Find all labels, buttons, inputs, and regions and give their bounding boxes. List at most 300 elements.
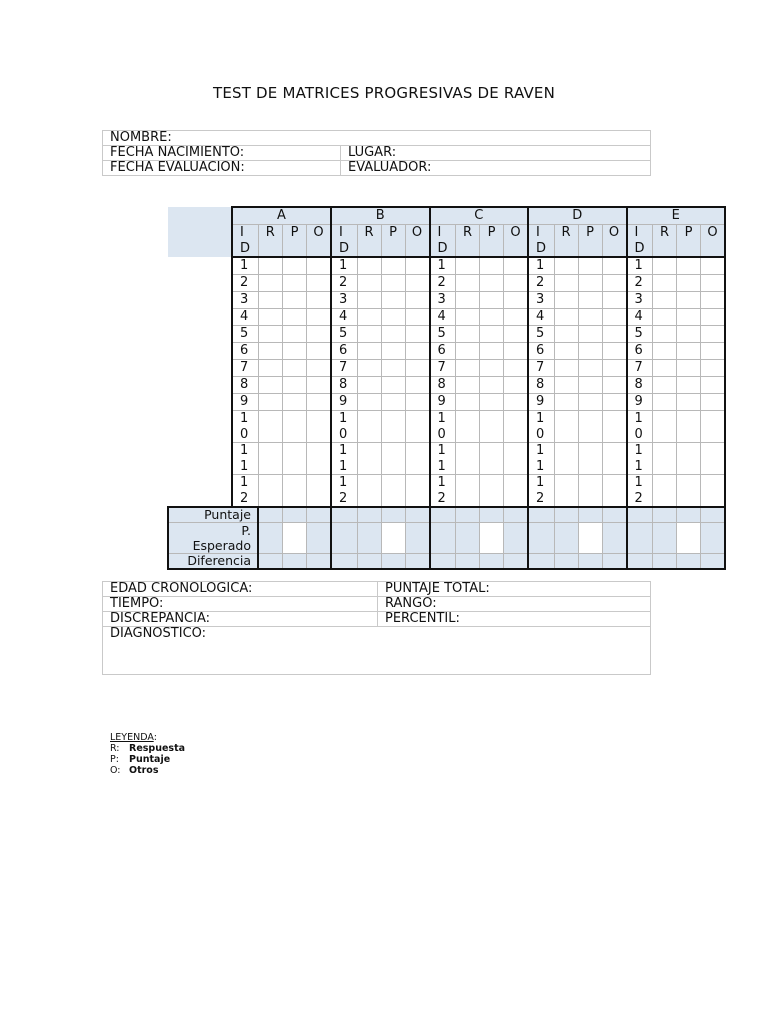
- p-esperado-cell[interactable]: [357, 523, 381, 554]
- o-entry-cell[interactable]: [602, 343, 627, 360]
- r-entry-cell[interactable]: [653, 475, 677, 508]
- fecha-nacimiento-field[interactable]: FECHA NACIMIENTO:: [103, 146, 341, 161]
- o-entry-cell[interactable]: [701, 394, 726, 411]
- o-entry-cell[interactable]: [701, 275, 726, 292]
- puntaje-cell[interactable]: [405, 507, 430, 523]
- r-entry-cell[interactable]: [258, 360, 283, 377]
- o-entry-cell[interactable]: [504, 257, 529, 275]
- item-number-digit: 9: [240, 394, 249, 409]
- o-entry-cell[interactable]: [504, 343, 529, 360]
- r-entry-cell[interactable]: [258, 411, 283, 443]
- puntaje-cell[interactable]: [627, 507, 653, 523]
- p-entry-cell[interactable]: [283, 475, 307, 508]
- r-entry-cell[interactable]: [554, 475, 578, 508]
- o-entry-cell[interactable]: [701, 257, 726, 275]
- o-entry-cell[interactable]: [405, 292, 430, 309]
- o-entry-cell[interactable]: [405, 377, 430, 394]
- o-entry-cell[interactable]: [602, 394, 627, 411]
- p-entry-cell[interactable]: [677, 326, 701, 343]
- diferencia-cell[interactable]: [653, 554, 677, 570]
- o-entry-cell[interactable]: [602, 275, 627, 292]
- o-entry-cell[interactable]: [504, 326, 529, 343]
- r-entry-cell[interactable]: [357, 275, 381, 292]
- p-entry-cell[interactable]: [578, 411, 602, 443]
- p-entry-cell[interactable]: [381, 275, 405, 292]
- o-entry-cell[interactable]: [602, 360, 627, 377]
- r-entry-cell[interactable]: [357, 475, 381, 508]
- summary-label-text: Diferencia: [187, 553, 251, 568]
- p-entry-cell[interactable]: [677, 292, 701, 309]
- r-entry-cell[interactable]: [357, 343, 381, 360]
- puntaje-cell[interactable]: [357, 507, 381, 523]
- p-entry-cell[interactable]: [381, 257, 405, 275]
- o-entry-cell[interactable]: [405, 257, 430, 275]
- p-entry-cell[interactable]: [578, 309, 602, 326]
- p-entry-cell[interactable]: [677, 309, 701, 326]
- r-entry-cell[interactable]: [357, 292, 381, 309]
- r-entry-cell[interactable]: [456, 394, 480, 411]
- p-esperado-label: [168, 523, 258, 554]
- o-entry-cell[interactable]: [504, 292, 529, 309]
- o-entry-cell[interactable]: [701, 343, 726, 360]
- o-entry-cell[interactable]: [405, 275, 430, 292]
- p-entry-cell[interactable]: [578, 475, 602, 508]
- item-number: [528, 292, 554, 309]
- p-entry-cell[interactable]: [480, 360, 504, 377]
- puntaje-cell[interactable]: [381, 507, 405, 523]
- item-number: [331, 394, 357, 411]
- puntaje-cell[interactable]: [456, 507, 480, 523]
- o-entry-cell[interactable]: [602, 411, 627, 443]
- p-esperado-cell[interactable]: [578, 523, 602, 554]
- diagnostico-field[interactable]: DIAGNOSTICO:: [103, 627, 651, 675]
- o-entry-cell[interactable]: [504, 309, 529, 326]
- item-number: [331, 309, 357, 326]
- o-column-header: O: [405, 225, 430, 258]
- o-entry-cell[interactable]: [701, 443, 726, 475]
- o-entry-cell[interactable]: [504, 475, 529, 508]
- r-entry-cell[interactable]: [653, 326, 677, 343]
- o-entry-cell[interactable]: [602, 475, 627, 508]
- diferencia-cell[interactable]: [258, 554, 283, 570]
- id-header-bottom: D: [634, 240, 645, 256]
- p-entry-cell[interactable]: [677, 394, 701, 411]
- p-entry-cell[interactable]: [480, 257, 504, 275]
- r-entry-cell[interactable]: [258, 326, 283, 343]
- puntaje-cell[interactable]: [578, 507, 602, 523]
- id-header-bottom: D: [536, 240, 547, 256]
- item-number: [232, 343, 258, 360]
- p-entry-cell[interactable]: [283, 360, 307, 377]
- r-entry-cell[interactable]: [554, 343, 578, 360]
- r-entry-cell[interactable]: [456, 292, 480, 309]
- id-column-header: [430, 225, 456, 258]
- p-entry-cell[interactable]: [283, 377, 307, 394]
- diferencia-cell[interactable]: [357, 554, 381, 570]
- r-entry-cell[interactable]: [653, 377, 677, 394]
- r-entry-cell[interactable]: [554, 377, 578, 394]
- o-entry-cell[interactable]: [602, 257, 627, 275]
- r-entry-cell[interactable]: [357, 309, 381, 326]
- o-entry-cell[interactable]: [504, 275, 529, 292]
- p-entry-cell[interactable]: [677, 443, 701, 475]
- p-entry-cell[interactable]: [283, 343, 307, 360]
- diferencia-cell[interactable]: [627, 554, 653, 570]
- puntaje-cell[interactable]: [283, 507, 307, 523]
- diferencia-cell[interactable]: [554, 554, 578, 570]
- p-entry-cell[interactable]: [480, 411, 504, 443]
- r-entry-cell[interactable]: [554, 411, 578, 443]
- r-entry-cell[interactable]: [554, 257, 578, 275]
- p-column-header: P: [677, 225, 701, 258]
- p-entry-cell[interactable]: [480, 377, 504, 394]
- o-entry-cell[interactable]: [602, 443, 627, 475]
- p-entry-cell[interactable]: [677, 377, 701, 394]
- r-entry-cell[interactable]: [554, 309, 578, 326]
- o-entry-cell[interactable]: [307, 360, 332, 377]
- diferencia-cell[interactable]: [307, 554, 332, 570]
- o-entry-cell[interactable]: [405, 475, 430, 508]
- p-esperado-cell[interactable]: [480, 523, 504, 554]
- r-entry-cell[interactable]: [653, 411, 677, 443]
- o-entry-cell[interactable]: [504, 360, 529, 377]
- item-number: [528, 326, 554, 343]
- item-number: [430, 309, 456, 326]
- r-column-header: R: [554, 225, 578, 258]
- puntaje-cell[interactable]: [653, 507, 677, 523]
- r-entry-cell[interactable]: [357, 326, 381, 343]
- o-entry-cell[interactable]: [307, 411, 332, 443]
- p-entry-cell[interactable]: [578, 443, 602, 475]
- p-entry-cell[interactable]: [578, 292, 602, 309]
- item-number-digit: 4: [339, 309, 348, 324]
- item-number-digit: 6: [437, 343, 446, 358]
- p-entry-cell[interactable]: [480, 343, 504, 360]
- o-entry-cell[interactable]: [504, 443, 529, 475]
- p-entry-cell[interactable]: [480, 394, 504, 411]
- r-entry-cell[interactable]: [258, 475, 283, 508]
- item-number-digit: 7: [634, 360, 643, 375]
- id-column-header: [528, 225, 554, 258]
- r-entry-cell[interactable]: [456, 343, 480, 360]
- p-entry-cell[interactable]: [578, 394, 602, 411]
- o-entry-cell[interactable]: [405, 343, 430, 360]
- p-esperado-cell[interactable]: [430, 523, 456, 554]
- p-esperado-cell[interactable]: [701, 523, 726, 554]
- r-entry-cell[interactable]: [653, 360, 677, 377]
- p-esperado-cell[interactable]: [456, 523, 480, 554]
- legend-key: R:: [110, 743, 120, 754]
- r-entry-cell[interactable]: [357, 257, 381, 275]
- p-entry-cell[interactable]: [381, 309, 405, 326]
- r-entry-cell[interactable]: [653, 309, 677, 326]
- diferencia-cell[interactable]: [430, 554, 456, 570]
- item-row: [168, 411, 725, 443]
- diferencia-row: [168, 554, 725, 570]
- puntaje-total-field[interactable]: PUNTAJE TOTAL:: [378, 582, 651, 597]
- diferencia-cell[interactable]: [456, 554, 480, 570]
- r-entry-cell[interactable]: [554, 292, 578, 309]
- item-number: [627, 443, 653, 475]
- p-entry-cell[interactable]: [283, 275, 307, 292]
- r-entry-cell[interactable]: [554, 394, 578, 411]
- o-entry-cell[interactable]: [504, 377, 529, 394]
- o-entry-cell[interactable]: [701, 292, 726, 309]
- r-entry-cell[interactable]: [258, 343, 283, 360]
- p-esperado-cell[interactable]: [405, 523, 430, 554]
- r-entry-cell[interactable]: [258, 443, 283, 475]
- r-entry-cell[interactable]: [456, 309, 480, 326]
- o-entry-cell[interactable]: [307, 394, 332, 411]
- o-entry-cell[interactable]: [307, 326, 332, 343]
- item-number: [331, 411, 357, 443]
- diferencia-cell[interactable]: [331, 554, 357, 570]
- p-entry-cell[interactable]: [283, 394, 307, 411]
- lugar-field[interactable]: LUGAR:: [341, 146, 651, 161]
- p-entry-cell[interactable]: [480, 443, 504, 475]
- item-number-digit: 0: [240, 426, 249, 442]
- puntaje-cell[interactable]: [554, 507, 578, 523]
- p-entry-cell[interactable]: [677, 275, 701, 292]
- r-entry-cell[interactable]: [456, 443, 480, 475]
- p-entry-cell[interactable]: [677, 475, 701, 508]
- item-number: [430, 275, 456, 292]
- score-grid: [167, 206, 726, 570]
- p-esperado-cell[interactable]: [504, 523, 529, 554]
- o-entry-cell[interactable]: [307, 343, 332, 360]
- puntaje-cell[interactable]: [504, 507, 529, 523]
- p-entry-cell[interactable]: [381, 443, 405, 475]
- p-entry-cell[interactable]: [381, 292, 405, 309]
- r-entry-cell[interactable]: [357, 443, 381, 475]
- item-row: [168, 443, 725, 475]
- puntaje-cell[interactable]: [307, 507, 332, 523]
- discrepancia-field[interactable]: DISCREPANCIA:: [103, 612, 378, 627]
- o-entry-cell[interactable]: [405, 326, 430, 343]
- item-number: [430, 411, 456, 443]
- o-entry-cell[interactable]: [307, 377, 332, 394]
- nombre-field[interactable]: NOMBRE:: [103, 131, 651, 146]
- p-esperado-cell[interactable]: [528, 523, 554, 554]
- p-entry-cell[interactable]: [578, 275, 602, 292]
- p-esperado-cell[interactable]: [554, 523, 578, 554]
- personal-info-table: [102, 130, 651, 176]
- p-entry-cell[interactable]: [283, 309, 307, 326]
- o-entry-cell[interactable]: [602, 309, 627, 326]
- r-entry-cell[interactable]: [653, 443, 677, 475]
- item-number-digit: 1: [339, 411, 348, 426]
- p-entry-cell[interactable]: [578, 343, 602, 360]
- r-entry-cell[interactable]: [258, 275, 283, 292]
- o-entry-cell[interactable]: [307, 309, 332, 326]
- r-entry-cell[interactable]: [554, 360, 578, 377]
- r-entry-cell[interactable]: [258, 292, 283, 309]
- r-entry-cell[interactable]: [554, 326, 578, 343]
- item-number-digit: 1: [339, 443, 348, 458]
- p-entry-cell[interactable]: [578, 257, 602, 275]
- p-entry-cell[interactable]: [381, 394, 405, 411]
- p-esperado-cell[interactable]: [307, 523, 332, 554]
- p-entry-cell[interactable]: [283, 411, 307, 443]
- id-header-top: I: [536, 225, 540, 240]
- r-entry-cell[interactable]: [456, 275, 480, 292]
- p-entry-cell[interactable]: [677, 360, 701, 377]
- id-header-top: I: [240, 225, 244, 240]
- o-entry-cell[interactable]: [405, 360, 430, 377]
- r-entry-cell[interactable]: [554, 275, 578, 292]
- p-entry-cell[interactable]: [578, 377, 602, 394]
- p-entry-cell[interactable]: [677, 411, 701, 443]
- item-number-digit: 2: [339, 490, 348, 506]
- puntaje-cell[interactable]: [701, 507, 726, 523]
- legend-item: [110, 765, 185, 776]
- fecha-evaluacion-field[interactable]: FECHA EVALUACION:: [103, 161, 341, 176]
- edad-cronologica-field[interactable]: EDAD CRONOLOGICA:: [103, 582, 378, 597]
- p-esperado-cell[interactable]: [381, 523, 405, 554]
- r-entry-cell[interactable]: [554, 443, 578, 475]
- o-entry-cell[interactable]: [701, 360, 726, 377]
- o-entry-cell[interactable]: [307, 257, 332, 275]
- item-number: [528, 360, 554, 377]
- p-column-header: P: [381, 225, 405, 258]
- r-entry-cell[interactable]: [357, 411, 381, 443]
- p-entry-cell[interactable]: [480, 475, 504, 508]
- p-entry-cell[interactable]: [283, 292, 307, 309]
- o-entry-cell[interactable]: [602, 292, 627, 309]
- o-entry-cell[interactable]: [701, 326, 726, 343]
- r-entry-cell[interactable]: [258, 257, 283, 275]
- item-number-digit: 8: [634, 377, 643, 392]
- o-entry-cell[interactable]: [307, 443, 332, 475]
- spacer-cell: [168, 443, 232, 475]
- p-entry-cell[interactable]: [283, 326, 307, 343]
- r-entry-cell[interactable]: [456, 326, 480, 343]
- r-entry-cell[interactable]: [653, 292, 677, 309]
- o-entry-cell[interactable]: [307, 292, 332, 309]
- p-entry-cell[interactable]: [677, 343, 701, 360]
- item-number-digit: 1: [536, 443, 545, 458]
- puntaje-cell[interactable]: [258, 507, 283, 523]
- o-entry-cell[interactable]: [701, 475, 726, 508]
- o-entry-cell[interactable]: [701, 377, 726, 394]
- p-entry-cell[interactable]: [381, 360, 405, 377]
- puntaje-cell[interactable]: [480, 507, 504, 523]
- r-entry-cell[interactable]: [456, 360, 480, 377]
- p-entry-cell[interactable]: [381, 475, 405, 508]
- o-entry-cell[interactable]: [405, 309, 430, 326]
- diferencia-cell[interactable]: [578, 554, 602, 570]
- item-number-digit: 6: [536, 343, 545, 358]
- diferencia-cell[interactable]: [405, 554, 430, 570]
- diferencia-cell[interactable]: [283, 554, 307, 570]
- p-entry-cell[interactable]: [480, 309, 504, 326]
- diferencia-cell[interactable]: [677, 554, 701, 570]
- r-entry-cell[interactable]: [357, 377, 381, 394]
- p-esperado-cell[interactable]: [258, 523, 283, 554]
- o-entry-cell[interactable]: [405, 443, 430, 475]
- diferencia-cell[interactable]: [381, 554, 405, 570]
- r-entry-cell[interactable]: [357, 360, 381, 377]
- o-entry-cell[interactable]: [504, 411, 529, 443]
- p-entry-cell[interactable]: [480, 326, 504, 343]
- o-entry-cell[interactable]: [701, 309, 726, 326]
- o-entry-cell[interactable]: [307, 275, 332, 292]
- p-entry-cell[interactable]: [578, 326, 602, 343]
- diferencia-cell[interactable]: [602, 554, 627, 570]
- p-entry-cell[interactable]: [381, 326, 405, 343]
- item-number: [528, 309, 554, 326]
- o-entry-cell[interactable]: [405, 411, 430, 443]
- item-number-digit: 1: [240, 458, 249, 474]
- r-entry-cell[interactable]: [653, 257, 677, 275]
- p-esperado-cell[interactable]: [627, 523, 653, 554]
- tiempo-field[interactable]: TIEMPO:: [103, 597, 378, 612]
- p-entry-cell[interactable]: [283, 443, 307, 475]
- diferencia-cell[interactable]: [480, 554, 504, 570]
- p-esperado-cell[interactable]: [602, 523, 627, 554]
- p-esperado-cell[interactable]: [331, 523, 357, 554]
- r-entry-cell[interactable]: [456, 257, 480, 275]
- puntaje-cell[interactable]: [528, 507, 554, 523]
- puntaje-cell[interactable]: [331, 507, 357, 523]
- p-entry-cell[interactable]: [381, 377, 405, 394]
- r-entry-cell[interactable]: [653, 343, 677, 360]
- p-esperado-cell[interactable]: [653, 523, 677, 554]
- item-number: [331, 443, 357, 475]
- p-entry-cell[interactable]: [480, 275, 504, 292]
- item-number: [232, 275, 258, 292]
- o-entry-cell[interactable]: [602, 377, 627, 394]
- p-entry-cell[interactable]: [578, 360, 602, 377]
- o-entry-cell[interactable]: [504, 394, 529, 411]
- p-entry-cell[interactable]: [480, 292, 504, 309]
- rango-field[interactable]: RANGO:: [378, 597, 651, 612]
- percentil-field[interactable]: PERCENTIL:: [378, 612, 651, 627]
- puntaje-cell[interactable]: [430, 507, 456, 523]
- p-entry-cell[interactable]: [381, 343, 405, 360]
- p-esperado-cell[interactable]: [677, 523, 701, 554]
- r-entry-cell[interactable]: [456, 377, 480, 394]
- o-entry-cell[interactable]: [405, 394, 430, 411]
- o-entry-cell[interactable]: [701, 411, 726, 443]
- diferencia-cell[interactable]: [701, 554, 726, 570]
- r-entry-cell[interactable]: [456, 475, 480, 508]
- p-entry-cell[interactable]: [283, 257, 307, 275]
- r-entry-cell[interactable]: [653, 275, 677, 292]
- r-entry-cell[interactable]: [456, 411, 480, 443]
- r-entry-cell[interactable]: [258, 394, 283, 411]
- p-entry-cell[interactable]: [677, 257, 701, 275]
- puntaje-cell[interactable]: [602, 507, 627, 523]
- diferencia-cell[interactable]: [528, 554, 554, 570]
- p-esperado-cell[interactable]: [283, 523, 307, 554]
- item-number-digit: 2: [339, 275, 348, 290]
- r-entry-cell[interactable]: [357, 394, 381, 411]
- r-entry-cell[interactable]: [258, 377, 283, 394]
- r-entry-cell[interactable]: [653, 394, 677, 411]
- item-number: [331, 275, 357, 292]
- item-row: [168, 394, 725, 411]
- puntaje-cell[interactable]: [677, 507, 701, 523]
- diferencia-cell[interactable]: [504, 554, 529, 570]
- p-entry-cell[interactable]: [381, 411, 405, 443]
- item-number: [232, 394, 258, 411]
- item-number-digit: 1: [437, 443, 446, 458]
- evaluador-field[interactable]: EVALUADOR:: [341, 161, 651, 176]
- o-entry-cell[interactable]: [307, 475, 332, 508]
- r-entry-cell[interactable]: [258, 309, 283, 326]
- o-entry-cell[interactable]: [602, 326, 627, 343]
